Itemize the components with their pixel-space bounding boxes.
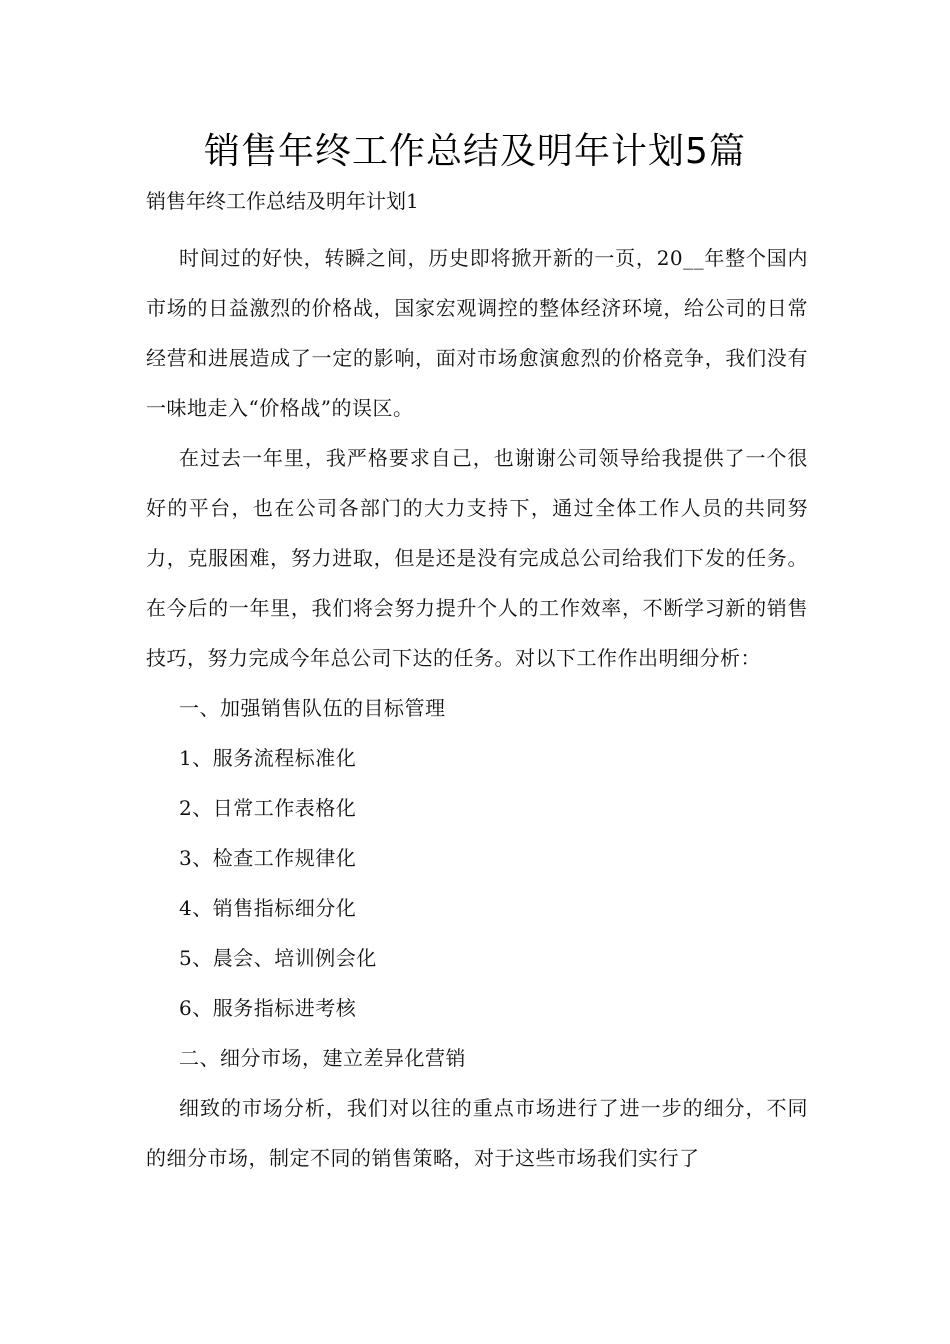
- paragraph-intro: 时间过的好快，转瞬之间，历史即将掀开新的一页，20__年整个国内市场的日益激烈的价格战，国家宏观调控的整体经济环境，给公司的日常经营和进展造成了一定的影响，面对市场愈演愈烈的价格竞争，我们没有一味地走入“价格战”的误区。: [146, 246, 808, 420]
- list-item: 5、晨会、培训例会化: [179, 946, 377, 970]
- paragraph-market: 细致的市场分析，我们对以往的重点市场进行了进一步的细分，不同的细分市场，制定不同的销售策略，对于这些市场我们实行了: [146, 1096, 808, 1170]
- document-subtitle: 销售年终工作总结及明年计划1: [146, 189, 419, 213]
- document-body: [146, 233, 808, 1183]
- section-heading-2: 二、细分市场，建立差异化营销: [179, 1046, 466, 1070]
- list-item: 4、销售指标细分化: [179, 896, 357, 920]
- section-heading-1: 一、加强销售队伍的目标管理: [179, 696, 446, 720]
- paragraph-review: 在过去一年里，我严格要求自己，也谢谢公司领导给我提供了一个很好的平台，也在公司各部门的大力支持下，通过全体工作人员的共同努力，克服困难，努力进取，但是还是没有完成总公司给我们下发的任务。在今后的一年里，我们将会努力提升个人的工作效率，不断学习新的销售技巧，努力完成今年总公司下达的任务。对以下工作作出明细分析：: [146, 446, 808, 670]
- list-item: 1、服务流程标准化: [179, 746, 357, 770]
- list-item: 6、服务指标进考核: [179, 996, 357, 1020]
- document-title: 销售年终工作总结及明年计划5篇: [204, 131, 746, 172]
- list-item: 2、日常工作表格化: [179, 796, 357, 820]
- list-item: 3、检查工作规律化: [179, 846, 357, 870]
